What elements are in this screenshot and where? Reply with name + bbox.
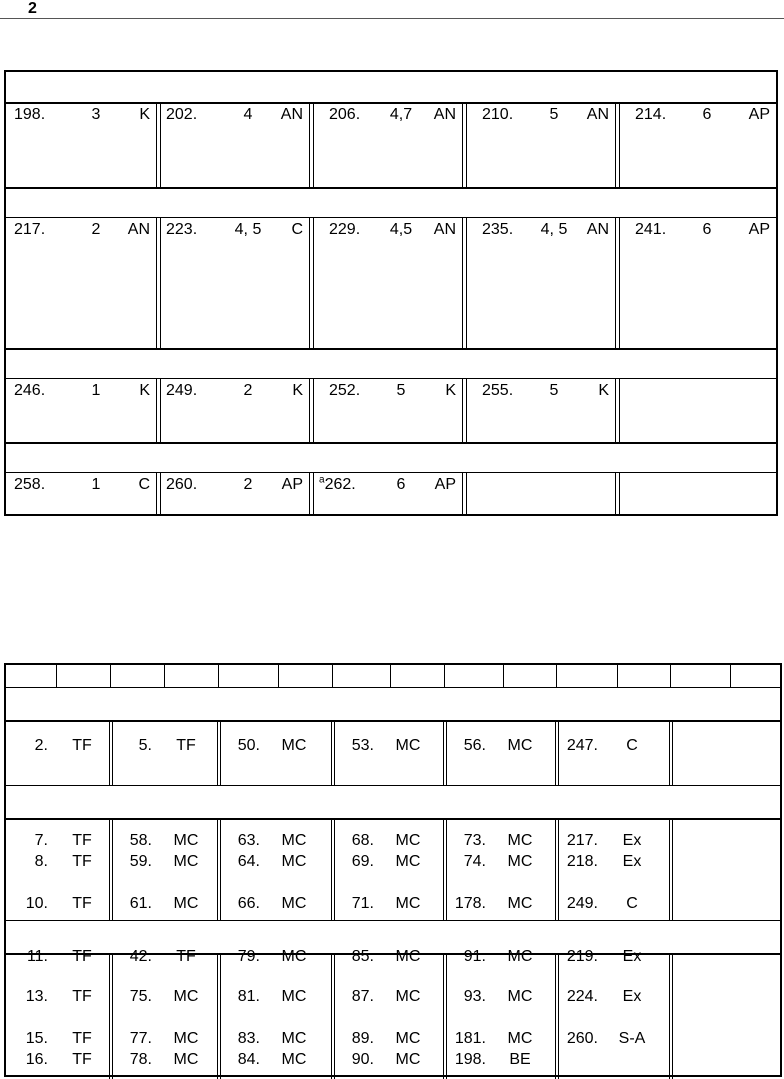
item-type: MC: [173, 1051, 199, 1068]
item-type: Ex: [622, 988, 642, 1005]
table1-column-divider: [309, 102, 314, 187]
item-type: MC: [281, 1051, 307, 1068]
item-value: 6: [702, 221, 712, 238]
item-type: MC: [281, 895, 307, 912]
item-type: MC: [395, 1051, 421, 1068]
item-number: [166, 476, 197, 494]
item-code: AN: [127, 221, 150, 238]
table2-header-divider: [56, 665, 57, 687]
item-number: 10.: [25, 895, 48, 912]
item-number: [635, 106, 666, 124]
item-value: 5: [549, 382, 559, 399]
item-value: 2: [91, 221, 101, 238]
table1-column-divider: [462, 102, 467, 187]
item-number: 50.: [237, 737, 260, 754]
item-number: 218.: [566, 853, 598, 870]
item-type: TF: [72, 895, 92, 912]
item-code: C: [291, 221, 303, 238]
item-value: 3: [91, 106, 101, 123]
item-value: 6: [396, 476, 406, 493]
item-value: 2: [243, 476, 253, 493]
item-code: AN: [433, 106, 456, 123]
item-number: 181.: [454, 1030, 486, 1047]
item-number: 53.: [351, 737, 374, 754]
item-code: K: [139, 382, 150, 399]
item-number-text: 214.: [635, 106, 667, 123]
item-number: 61.: [129, 895, 152, 912]
table2-column-divider: [669, 720, 673, 785]
item-number: [14, 221, 45, 239]
item-number: 198.: [454, 1051, 486, 1068]
item-type: MC: [281, 832, 307, 849]
table2-column-divider: [669, 953, 673, 1079]
item-number-text: 235.: [482, 221, 514, 238]
table1-column-divider: [615, 378, 620, 442]
item-type: C: [626, 737, 638, 754]
table2-header-divider: [164, 665, 165, 687]
item-number-text: 262.: [324, 476, 356, 493]
item-number: 78.: [129, 1051, 152, 1068]
table1-column-divider: [462, 217, 467, 348]
table1-divider: [6, 102, 776, 104]
item-type: MC: [395, 853, 421, 870]
item-number-text: 241.: [635, 221, 667, 238]
item-number: [319, 476, 356, 494]
item-type: MC: [281, 988, 307, 1005]
table2-header-divider: [556, 665, 557, 687]
item-type: MC: [507, 853, 533, 870]
item-value: 5: [549, 106, 559, 123]
item-number: 260.: [566, 1030, 598, 1047]
item-type: TF: [72, 1030, 92, 1047]
item-number: 58.: [129, 832, 152, 849]
item-code: AN: [433, 221, 456, 238]
item-number-text: 258.: [14, 476, 46, 493]
item-type: MC: [395, 1030, 421, 1047]
item-type: MC: [507, 1030, 533, 1047]
item-value: 5: [396, 382, 406, 399]
item-number: 87.: [351, 988, 374, 1005]
item-number: 84.: [237, 1051, 260, 1068]
item-number: 13.: [25, 988, 48, 1005]
item-number: [14, 382, 45, 400]
item-number: 247.: [566, 737, 598, 754]
item-number: 2.: [34, 737, 48, 754]
table2-header-divider: [390, 665, 391, 687]
item-type: MC: [507, 737, 533, 754]
table1-column-divider: [309, 472, 314, 516]
item-number: [329, 382, 360, 400]
item-type: MC: [395, 948, 421, 965]
item-number: [482, 106, 513, 124]
item-number: 68.: [351, 832, 374, 849]
item-type: TF: [176, 737, 196, 754]
footnote-marker: a: [319, 474, 325, 486]
item-type: Ex: [622, 832, 642, 849]
item-number: [482, 382, 513, 400]
item-code: K: [139, 106, 150, 123]
table2-header-divider: [730, 665, 731, 687]
table2-divider: [6, 720, 780, 722]
item-number-text: 260.: [166, 476, 198, 493]
item-number: 81.: [237, 988, 260, 1005]
item-number-text: 198.: [14, 106, 46, 123]
table2-header-divider: [444, 665, 445, 687]
item-number: 8.: [34, 853, 48, 870]
item-number: [329, 221, 360, 239]
item-number-text: 255.: [482, 382, 514, 399]
item-type: MC: [507, 895, 533, 912]
table1-column-divider: [156, 472, 161, 516]
item-number: 77.: [129, 1030, 152, 1047]
item-number: 224.: [566, 988, 598, 1005]
item-type: MC: [395, 895, 421, 912]
table1-divider: [6, 348, 776, 350]
table2-divider: [6, 687, 780, 688]
header-rule: [0, 18, 784, 19]
item-number-text: 210.: [482, 106, 514, 123]
item-type: Ex: [622, 853, 642, 870]
table2-header-divider: [110, 665, 111, 687]
item-number: 73.: [463, 832, 486, 849]
table1-column-divider: [462, 378, 467, 442]
item-code: AP: [434, 476, 456, 493]
item-type: MC: [281, 1030, 307, 1047]
item-number-text: 252.: [329, 382, 361, 399]
item-type: MC: [395, 737, 421, 754]
item-type: C: [626, 895, 638, 912]
item-code: AN: [586, 221, 609, 238]
item-code: C: [138, 476, 150, 493]
table2-divider: [6, 920, 780, 921]
item-number: 217.: [566, 832, 598, 849]
item-type: MC: [173, 853, 199, 870]
item-number: 7.: [34, 832, 48, 849]
item-code: AP: [748, 106, 770, 123]
table1-column-divider: [309, 378, 314, 442]
item-number: [635, 221, 666, 239]
item-type: MC: [281, 737, 307, 754]
item-number: 249.: [566, 895, 598, 912]
item-code: AP: [748, 221, 770, 238]
item-number: [14, 476, 45, 494]
answer-key-table: [4, 70, 778, 516]
item-number: 5.: [138, 737, 152, 754]
item-value: 4: [243, 106, 253, 123]
item-number-text: 223.: [166, 221, 198, 238]
table1-column-divider: [156, 102, 161, 187]
item-number: 63.: [237, 832, 260, 849]
table2-header-divider: [670, 665, 671, 687]
item-number: 85.: [351, 948, 374, 965]
item-number: 93.: [463, 988, 486, 1005]
item-number: 219.: [566, 948, 598, 965]
item-type: TF: [72, 737, 92, 754]
item-number: [166, 106, 197, 124]
table1-column-divider: [615, 472, 620, 516]
item-number: [166, 382, 197, 400]
item-number: 71.: [351, 895, 374, 912]
item-value: 2: [243, 382, 253, 399]
table2-header-divider: [332, 665, 333, 687]
item-type: MC: [507, 832, 533, 849]
item-number-text: 206.: [329, 106, 361, 123]
item-number: 83.: [237, 1030, 260, 1047]
table1-column-divider: [462, 472, 467, 516]
item-number: 66.: [237, 895, 260, 912]
item-number: 42.: [129, 948, 152, 965]
table2-header-divider: [503, 665, 504, 687]
table1-column-divider: [156, 217, 161, 348]
item-type: MC: [173, 895, 199, 912]
item-code: AP: [281, 476, 303, 493]
item-type: MC: [281, 853, 307, 870]
item-type: TF: [72, 988, 92, 1005]
item-number: 16.: [25, 1051, 48, 1068]
item-code: K: [292, 382, 303, 399]
table2-header-divider: [218, 665, 219, 687]
table2-column-divider: [555, 953, 559, 1079]
item-number: 75.: [129, 988, 152, 1005]
table1-divider: [6, 442, 776, 444]
item-value: 6: [702, 106, 712, 123]
item-type: BE: [509, 1051, 531, 1068]
item-type: TF: [72, 948, 92, 965]
table1-column-divider: [615, 217, 620, 348]
item-value: 1: [91, 382, 101, 399]
item-number: 59.: [129, 853, 152, 870]
item-type: MC: [281, 948, 307, 965]
item-type: MC: [507, 948, 533, 965]
table1-column-divider: [309, 217, 314, 348]
item-type: Ex: [622, 948, 642, 965]
item-number: 178.: [454, 895, 486, 912]
item-code: K: [445, 382, 456, 399]
item-number: [166, 221, 197, 239]
item-type: TF: [72, 1051, 92, 1068]
page-number: 2: [28, 0, 37, 17]
item-value: 4, 5: [540, 221, 568, 238]
item-type: MC: [173, 988, 199, 1005]
item-number-text: 229.: [329, 221, 361, 238]
item-value: 1: [91, 476, 101, 493]
table2-header-divider: [278, 665, 279, 687]
item-value: 4,7: [389, 106, 413, 123]
item-number: 90.: [351, 1051, 374, 1068]
item-number: 74.: [463, 853, 486, 870]
item-number: [14, 106, 45, 124]
table1-divider: [6, 472, 776, 473]
table1-divider: [6, 187, 776, 189]
table1-divider: [6, 378, 776, 379]
item-type: MC: [173, 832, 199, 849]
item-number: 64.: [237, 853, 260, 870]
table2-divider: [6, 785, 780, 786]
item-value: 4, 5: [234, 221, 262, 238]
table2-column-divider: [669, 818, 673, 920]
item-number: 79.: [237, 948, 260, 965]
item-type: TF: [72, 853, 92, 870]
item-type: TF: [176, 948, 196, 965]
item-code: AN: [280, 106, 303, 123]
item-code: K: [598, 382, 609, 399]
item-type: TF: [72, 832, 92, 849]
item-code: AN: [586, 106, 609, 123]
table1-column-divider: [615, 102, 620, 187]
item-number: 15.: [25, 1030, 48, 1047]
item-number: 11.: [26, 948, 48, 965]
table1-column-divider: [156, 378, 161, 442]
table1-divider: [6, 217, 776, 218]
item-type: MC: [395, 832, 421, 849]
item-type-table: [4, 663, 782, 1077]
item-number-text: 249.: [166, 382, 198, 399]
item-type: S-A: [618, 1030, 646, 1047]
table2-header-divider: [617, 665, 618, 687]
item-value: 4,5: [389, 221, 413, 238]
item-number: 56.: [463, 737, 486, 754]
item-number: 89.: [351, 1030, 374, 1047]
item-number: 69.: [351, 853, 374, 870]
item-type: MC: [173, 1030, 199, 1047]
item-number: [329, 106, 360, 124]
item-type: MC: [507, 988, 533, 1005]
item-number: 91.: [463, 948, 486, 965]
item-type: MC: [395, 988, 421, 1005]
item-number-text: 246.: [14, 382, 46, 399]
item-number: [482, 221, 513, 239]
item-number-text: 217.: [14, 221, 46, 238]
item-number-text: 202.: [166, 106, 198, 123]
table2-divider: [6, 818, 780, 820]
